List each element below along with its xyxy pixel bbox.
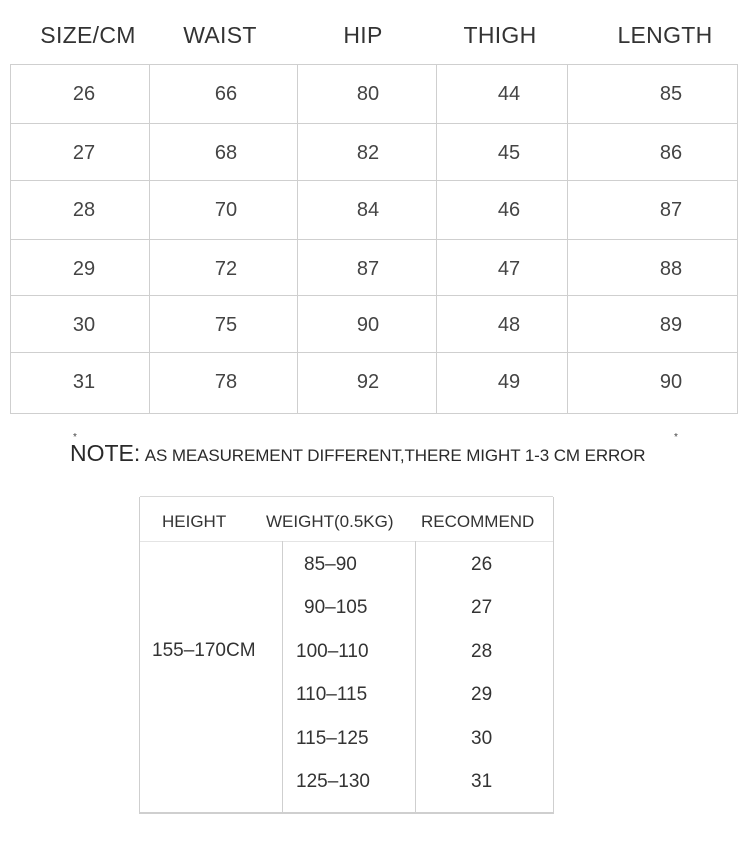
table-cell bbox=[298, 296, 437, 352]
weight-range: 90–105 bbox=[304, 597, 368, 618]
table-row bbox=[11, 353, 737, 413]
header-size: SIZE/CM bbox=[40, 22, 136, 48]
weight-range: 85–90 bbox=[304, 554, 357, 575]
table-cell bbox=[11, 65, 150, 123]
table-cell bbox=[437, 181, 568, 239]
recommended-size: 28 bbox=[471, 641, 493, 662]
cell-value: 88 bbox=[659, 258, 683, 280]
cell-value: 87 bbox=[659, 199, 683, 221]
recommended-size: 26 bbox=[471, 554, 493, 575]
header-height: HEIGHT bbox=[162, 512, 227, 531]
table-row bbox=[11, 296, 737, 353]
header-hip: HIP bbox=[343, 22, 383, 48]
table-cell bbox=[437, 124, 568, 180]
table-cell bbox=[568, 65, 737, 123]
table-row bbox=[11, 240, 737, 296]
recommended-size: 27 bbox=[471, 597, 493, 618]
cell-value: 27 bbox=[72, 142, 96, 164]
table-row bbox=[11, 181, 737, 240]
cell-value: 68 bbox=[214, 142, 238, 164]
table-cell bbox=[150, 65, 298, 123]
recommend-header-divider bbox=[140, 541, 553, 542]
size-table bbox=[10, 64, 738, 414]
weight-range: 100–110 bbox=[296, 641, 369, 662]
table-cell bbox=[11, 240, 150, 295]
cell-value: 28 bbox=[72, 199, 96, 221]
height-range: 155–170CM bbox=[152, 640, 256, 661]
table-cell bbox=[298, 240, 437, 295]
recommend-table bbox=[139, 497, 554, 814]
cell-value: 78 bbox=[214, 371, 238, 393]
cell-value: 66 bbox=[214, 83, 238, 105]
table-cell bbox=[150, 124, 298, 180]
recommend-table-top-rule bbox=[140, 496, 553, 497]
cell-value: 31 bbox=[72, 371, 96, 393]
table-cell bbox=[150, 296, 298, 352]
header-recommend: RECOMMEND bbox=[421, 512, 535, 531]
size-table-header bbox=[10, 22, 740, 58]
cell-value: 82 bbox=[356, 142, 380, 164]
measurement-note bbox=[70, 440, 645, 467]
note-star-right: * bbox=[674, 432, 678, 443]
table-cell bbox=[11, 124, 150, 180]
weight-range: 115–125 bbox=[296, 728, 369, 749]
table-cell bbox=[150, 353, 298, 413]
header-waist: WAIST bbox=[183, 22, 257, 48]
table-cell bbox=[437, 240, 568, 295]
table-cell bbox=[437, 353, 568, 413]
note-label: NOTE: bbox=[70, 440, 141, 466]
table-row bbox=[11, 65, 737, 124]
cell-value: 29 bbox=[72, 258, 96, 280]
table-cell bbox=[298, 124, 437, 180]
cell-value: 92 bbox=[356, 371, 380, 393]
cell-value: 80 bbox=[356, 83, 380, 105]
table-cell bbox=[568, 181, 737, 239]
cell-value: 87 bbox=[356, 258, 380, 280]
table-cell bbox=[298, 181, 437, 239]
cell-value: 47 bbox=[497, 258, 521, 280]
note-text: AS MEASUREMENT DIFFERENT,THERE MIGHT 1-3 CM ERROR bbox=[144, 446, 646, 465]
column-divider bbox=[415, 541, 416, 812]
cell-value: 85 bbox=[659, 83, 683, 105]
cell-value: 30 bbox=[72, 314, 96, 336]
cell-value: 89 bbox=[659, 314, 683, 336]
note-star-left: * bbox=[73, 432, 77, 443]
weight-range: 125–130 bbox=[296, 771, 370, 792]
table-cell bbox=[437, 65, 568, 123]
column-divider bbox=[282, 541, 283, 812]
table-cell bbox=[568, 240, 737, 295]
cell-value: 70 bbox=[214, 199, 238, 221]
header-length: LENGTH bbox=[617, 22, 713, 48]
table-cell bbox=[11, 296, 150, 352]
header-weight: WEIGHT(0.5KG) bbox=[266, 512, 394, 531]
cell-value: 84 bbox=[356, 199, 380, 221]
weight-range: 110–115 bbox=[296, 684, 368, 705]
cell-value: 86 bbox=[659, 142, 683, 164]
table-row bbox=[11, 124, 737, 181]
table-cell bbox=[568, 124, 737, 180]
table-cell bbox=[11, 353, 150, 413]
cell-value: 44 bbox=[497, 83, 521, 105]
cell-value: 46 bbox=[497, 199, 521, 221]
table-cell bbox=[298, 353, 437, 413]
table-cell bbox=[568, 296, 737, 352]
cell-value: 75 bbox=[214, 314, 238, 336]
table-cell bbox=[150, 181, 298, 239]
recommended-size: 30 bbox=[471, 728, 493, 749]
cell-value: 49 bbox=[497, 371, 521, 393]
table-cell bbox=[298, 65, 437, 123]
recommended-size: 31 bbox=[471, 771, 493, 792]
cell-value: 90 bbox=[659, 371, 683, 393]
cell-value: 72 bbox=[214, 258, 238, 280]
cell-value: 48 bbox=[497, 314, 521, 336]
recommended-size: 29 bbox=[471, 684, 493, 705]
cell-value: 45 bbox=[497, 142, 521, 164]
table-cell bbox=[11, 181, 150, 239]
table-cell bbox=[568, 353, 737, 413]
table-cell bbox=[150, 240, 298, 295]
cell-value: 26 bbox=[72, 83, 96, 105]
table-cell bbox=[437, 296, 568, 352]
cell-value: 90 bbox=[356, 314, 380, 336]
header-thigh: THIGH bbox=[463, 22, 537, 48]
